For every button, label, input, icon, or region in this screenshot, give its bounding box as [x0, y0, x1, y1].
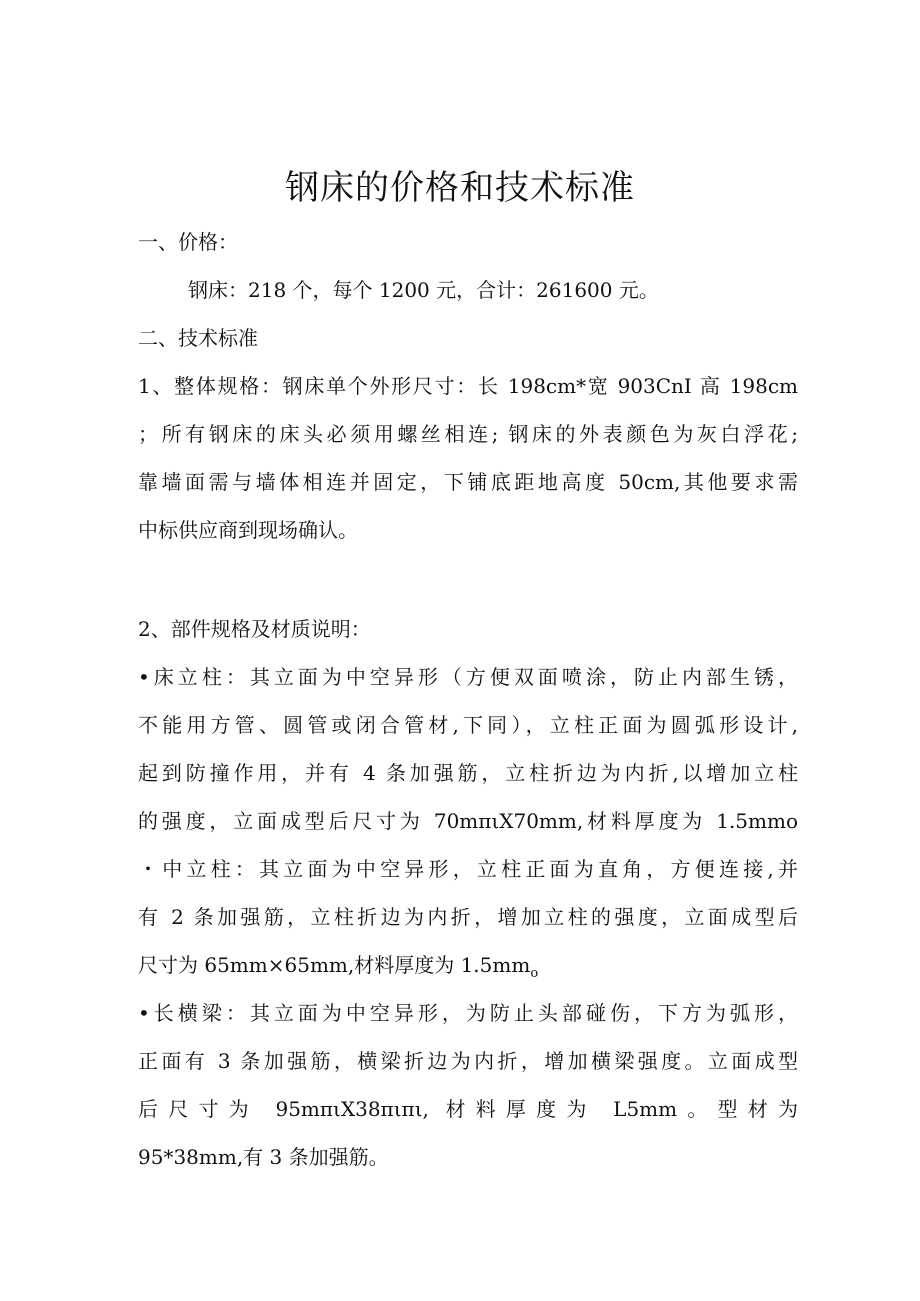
bed-post-line-2: 不能用方管、圆管或闭合管材,下同），立柱正面为圆弧形设计,	[138, 713, 798, 737]
overall-spec-line-1: 1、整体规格：钢床单个外形尺寸：长 198cm*宽 903CnI 高 198cm	[138, 374, 798, 398]
middle-post-line-1: ・中立柱：其立面为中空异形，立柱正面为直角，方便连接,并	[138, 857, 798, 881]
long-beam-line-1: •长横梁：其立面为中空异形，为防止头部碰伤，下方为弧形，	[138, 1001, 798, 1025]
overall-spec-line-4: 中标供应商到现场确认。	[138, 518, 358, 542]
bed-post-line-4: 的强度，立面成型后尺寸为 70mπιX70mm,材料厚度为 1.5mmo	[138, 809, 798, 833]
document-title: 钢床的价格和技术标准	[285, 168, 635, 208]
section-heading-technical: 二、技术标准	[138, 326, 258, 350]
middle-post-line-2: 有 2 条加强筋，立柱折边为内折，增加立柱的强度，立面成型后	[138, 905, 798, 929]
price-line: 钢床：218 个，每个 1200 元，合计：261600 元。	[188, 278, 659, 302]
middle-post-subscript: o	[530, 966, 539, 981]
middle-post-line-3-text: 尺寸为 65mm×65mm,材料厚度为 1.5mm	[138, 953, 531, 977]
long-beam-line-2: 正面有 3 条加强筋，横梁折边为内折，增加横梁强度。立面成型	[138, 1049, 798, 1073]
middle-post-line-3	[138, 951, 798, 988]
overall-spec-line-3: 靠墙面需与墙体相连并固定，下铺底距地高度 50cm,其他要求需	[138, 470, 798, 494]
bed-post-line-3: 起到防撞作用，并有 4 条加强筋，立柱折边为内折,以增加立柱	[138, 761, 798, 785]
long-beam-line-3: 后尺寸为 95mπιX38πιπι, 材料厚度为 L5mm。型材为	[138, 1097, 798, 1121]
long-beam-line-4: 95*38mm,有 3 条加强筋。	[138, 1145, 389, 1169]
overall-spec-line-2: ；所有钢床的床头必须用螺丝相连; 钢床的外表颜色为灰白浮花;	[138, 422, 798, 446]
bed-post-line-1: •床立柱：其立面为中空异形（方便双面喷涂，防止内部生锈，	[138, 665, 798, 689]
section-heading-price: 一、价格：	[138, 230, 238, 254]
parts-heading: 2、部件规格及材质说明：	[138, 617, 371, 641]
